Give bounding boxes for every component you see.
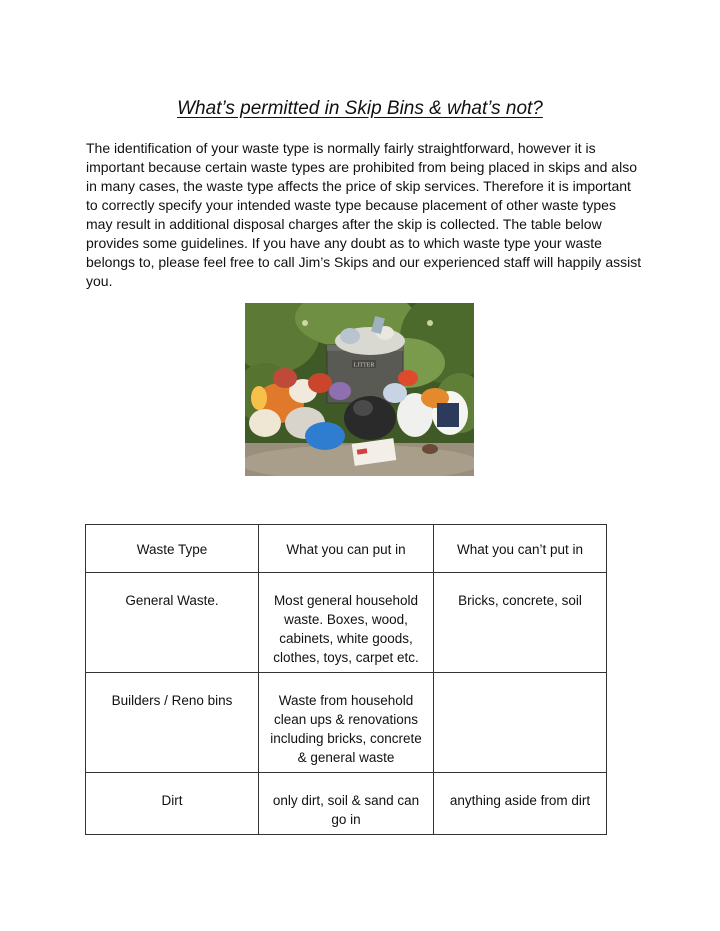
waste-type-cell: Dirt <box>86 773 259 835</box>
can-put-in-cell: only dirt, soil & sand can go in <box>259 773 434 835</box>
cannot-put-in-cell: anything aside from dirt <box>434 773 607 835</box>
skip-bin-photo <box>245 303 474 476</box>
header-can-put-in: What you can put in <box>259 525 434 573</box>
table-header-row <box>86 525 607 573</box>
waste-type-cell: General Waste. <box>86 573 259 673</box>
can-put-in-cell: Most general household waste. Boxes, wood, cabinets, white goods, clothes, toys, carpet etc. <box>259 573 434 673</box>
header-cannot-put-in: What you can’t put in <box>434 525 607 573</box>
table-row <box>86 573 607 673</box>
table-row <box>86 773 607 835</box>
intro-paragraph: The identification of your waste type is normally fairly straightforward, however it is important because certain waste types are prohibited from being placed in skips and also in many cases, the waste type affects the price of skip services. Therefore it is important to correctly specify your intended waste type because placement of other waste types may result in additional disposal charges after the skip is collected. The table below provides some guidelines. If you have any doubt as to which waste type your waste belongs to, please feel free to call Jim’s Skips and our experienced staff will happily assist you. <box>86 140 642 289</box>
page-title: What’s permitted in Skip Bins & what’s not? <box>177 98 543 119</box>
cannot-put-in-cell <box>434 673 607 773</box>
table-row <box>86 673 607 773</box>
skip-label: LITTER <box>353 362 375 369</box>
waste-type-cell: Builders / Reno bins <box>86 673 259 773</box>
can-put-in-cell: Waste from household clean ups & renovations including bricks, concrete & general waste <box>259 673 434 773</box>
waste-type-table <box>85 524 607 835</box>
header-waste-type: Waste Type <box>86 525 259 573</box>
cannot-put-in-cell: Bricks, concrete, soil <box>434 573 607 673</box>
